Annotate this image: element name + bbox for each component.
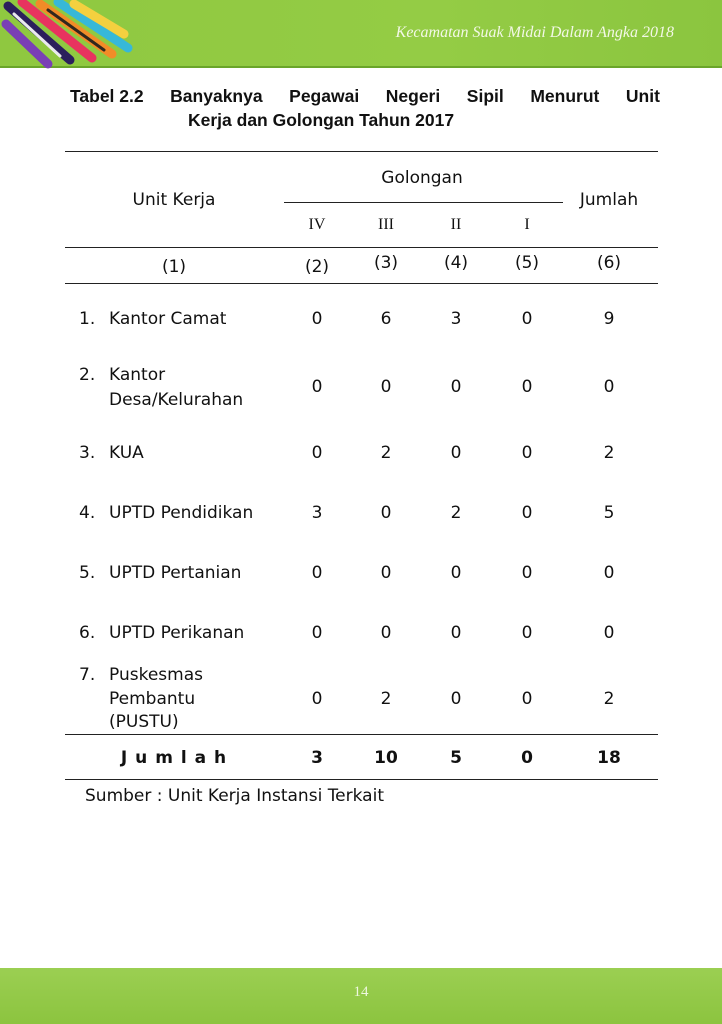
column-number: (3) (373, 253, 399, 273)
table-cell: 0 (521, 443, 533, 463)
total-top-rule (65, 734, 658, 735)
column-header-golongan: Golongan (381, 168, 463, 188)
source-note: Sumber : Unit Kerja Instansi Terkait (85, 786, 384, 806)
total-cell: 5 (450, 748, 462, 768)
total-cell: 0 (521, 748, 533, 768)
table-cell: 0 (380, 377, 392, 397)
row-unit-name: KUA (109, 443, 144, 463)
table-cell: 6 (380, 309, 392, 329)
table-cell-total: 2 (603, 443, 615, 463)
table-cell: 0 (380, 563, 392, 583)
table-title (70, 84, 660, 132)
document-header-title: Kecamatan Suak Midai Dalam Angka 2018 (395, 24, 674, 41)
column-header-iv: IV (308, 216, 326, 233)
table-cell: 0 (450, 377, 462, 397)
table-cell: 0 (521, 563, 533, 583)
table-cell: 0 (380, 503, 392, 523)
row-unit-name: UPTD Perikanan (109, 623, 245, 643)
title-word: Unit (625, 86, 660, 106)
table-cell: 3 (311, 503, 323, 523)
column-number: (2) (304, 257, 330, 277)
column-header-unit-kerja: Unit Kerja (132, 190, 216, 210)
table-cell: 0 (450, 689, 462, 709)
row-number: 1. (79, 309, 96, 329)
table-cell: 0 (450, 443, 462, 463)
table-cell: 0 (311, 443, 323, 463)
table-cell: 0 (450, 563, 462, 583)
table-cell: 3 (450, 309, 462, 329)
table-cell-total: 5 (603, 503, 615, 523)
row-unit-name: UPTD Pendidikan (109, 503, 254, 523)
table-cell: 0 (521, 377, 533, 397)
table-cell: 0 (311, 377, 323, 397)
column-number: (4) (443, 253, 469, 273)
table-title-line2: Kerja dan Golongan Tahun 2017 (188, 110, 455, 130)
column-number: (6) (596, 253, 622, 273)
table-cell-total: 0 (603, 623, 615, 643)
table-cell: 0 (521, 309, 533, 329)
column-header-i: I (524, 216, 530, 233)
row-unit-name: Kantor Camat (109, 309, 227, 329)
table-top-rule (65, 151, 658, 152)
column-header-jumlah: Jumlah (579, 190, 639, 210)
table-bottom-rule (65, 779, 658, 780)
table-cell: 0 (311, 689, 323, 709)
page-number: 14 (353, 984, 369, 1000)
row-number: 3. (79, 443, 96, 463)
column-header-iii: III (378, 216, 394, 233)
table-cell: 0 (450, 623, 462, 643)
row-number: 4. (79, 503, 96, 523)
table-cell-total: 9 (603, 309, 615, 329)
header-bottom-rule (65, 247, 658, 248)
total-row-label: J u m l a h (120, 748, 228, 768)
table-cell: 0 (521, 623, 533, 643)
row-number: 7. (79, 665, 96, 685)
column-number: (5) (514, 253, 540, 273)
title-word: Menurut (530, 86, 600, 106)
title-word: Sipil (466, 86, 504, 106)
row-unit-name: (PUSTU) (109, 712, 179, 732)
table-cell: 0 (311, 623, 323, 643)
table-cell-total: 0 (603, 377, 615, 397)
row-unit-name: UPTD Pertanian (109, 563, 242, 583)
table-label: Tabel 2.2 (70, 86, 144, 106)
table-cell-total: 2 (603, 689, 615, 709)
column-header-ii: II (450, 216, 462, 233)
row-number: 6. (79, 623, 96, 643)
column-number: (1) (161, 257, 187, 277)
table-cell-total: 0 (603, 563, 615, 583)
total-cell: 3 (311, 748, 323, 768)
table-cell: 0 (311, 309, 323, 329)
table-cell: 0 (521, 689, 533, 709)
row-number: 5. (79, 563, 96, 583)
table-cell: 0 (380, 623, 392, 643)
column-number-rule (65, 283, 658, 284)
row-unit-name: Desa/Kelurahan (109, 390, 244, 410)
table-cell: 2 (380, 689, 392, 709)
table-cell: 0 (311, 563, 323, 583)
row-unit-name: Puskesmas (109, 665, 203, 685)
title-word: Banyaknya (170, 86, 263, 106)
row-number: 2. (79, 365, 96, 385)
total-cell: 10 (374, 748, 398, 768)
title-word: Negeri (385, 86, 441, 106)
grand-total-cell: 18 (597, 748, 621, 768)
row-unit-name: Pembantu (109, 689, 196, 709)
golongan-underline (284, 202, 563, 203)
title-word: Pegawai (289, 86, 360, 106)
table-cell: 0 (521, 503, 533, 523)
row-unit-name: Kantor (109, 365, 166, 385)
table-cell: 2 (450, 503, 462, 523)
table-cell: 2 (380, 443, 392, 463)
decorative-stripes-icon (0, 0, 140, 70)
